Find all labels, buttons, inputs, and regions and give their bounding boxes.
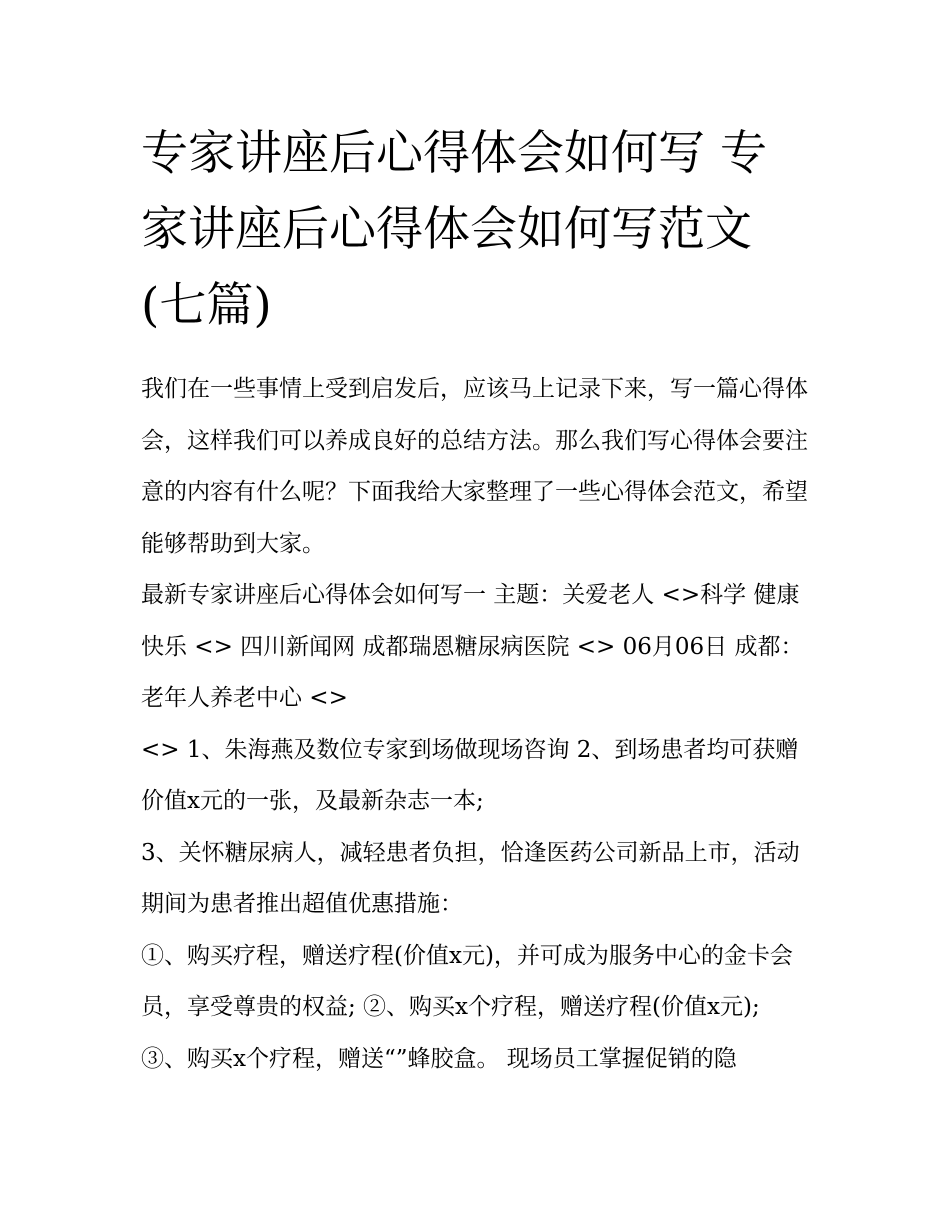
offer-1-2-paragraph: ①、购买疗程，赠送疗程(价值x元)，并可成为服务中心的金卡会员，享受尊贵的权益; ②、购买x个疗程，赠送疗程(价值x元); [141,942,793,1020]
offer-3-paragraph: ③、购买x个疗程，赠送“”蜂胶盒。 现场员工掌握促销的隐 [141,1045,737,1072]
document-body [141,116,813,1085]
title-spacer [141,344,813,364]
event-item-3-paragraph: 3、关怀糖尿病人，减轻患者负担，恰逢医药公司新品上市，活动期间为患者推出超值优惠措施： [141,839,800,917]
intro-paragraph: 我们在一些事情上受到启发后，应该马上记录下来，写一篇心得体会，这样我们可以养成良好的总结方法。那么我们写心得体会要注意的内容有什么呢？下面我给大家整理了一些心得体会范文，希望能够帮助到大家。 [141,376,808,557]
event-info-paragraph: 最新专家讲座后心得体会如何写一 主题：关爱老人 <>科学 健康 快乐 <> 四川新闻网 成都瑞恩糖尿病医院 <> 06月06日 成都：老年人养老中心 <> [141,582,804,711]
document-title: 专家讲座后心得体会如何写 专家讲座后心得体会如何写范文(七篇) [141,126,767,333]
event-item-1-2-paragraph: <> 1、朱海燕及数位专家到场做现场咨询 2、到场患者均可获赠价值x元的一张，及最新杂志一本; [141,736,799,814]
